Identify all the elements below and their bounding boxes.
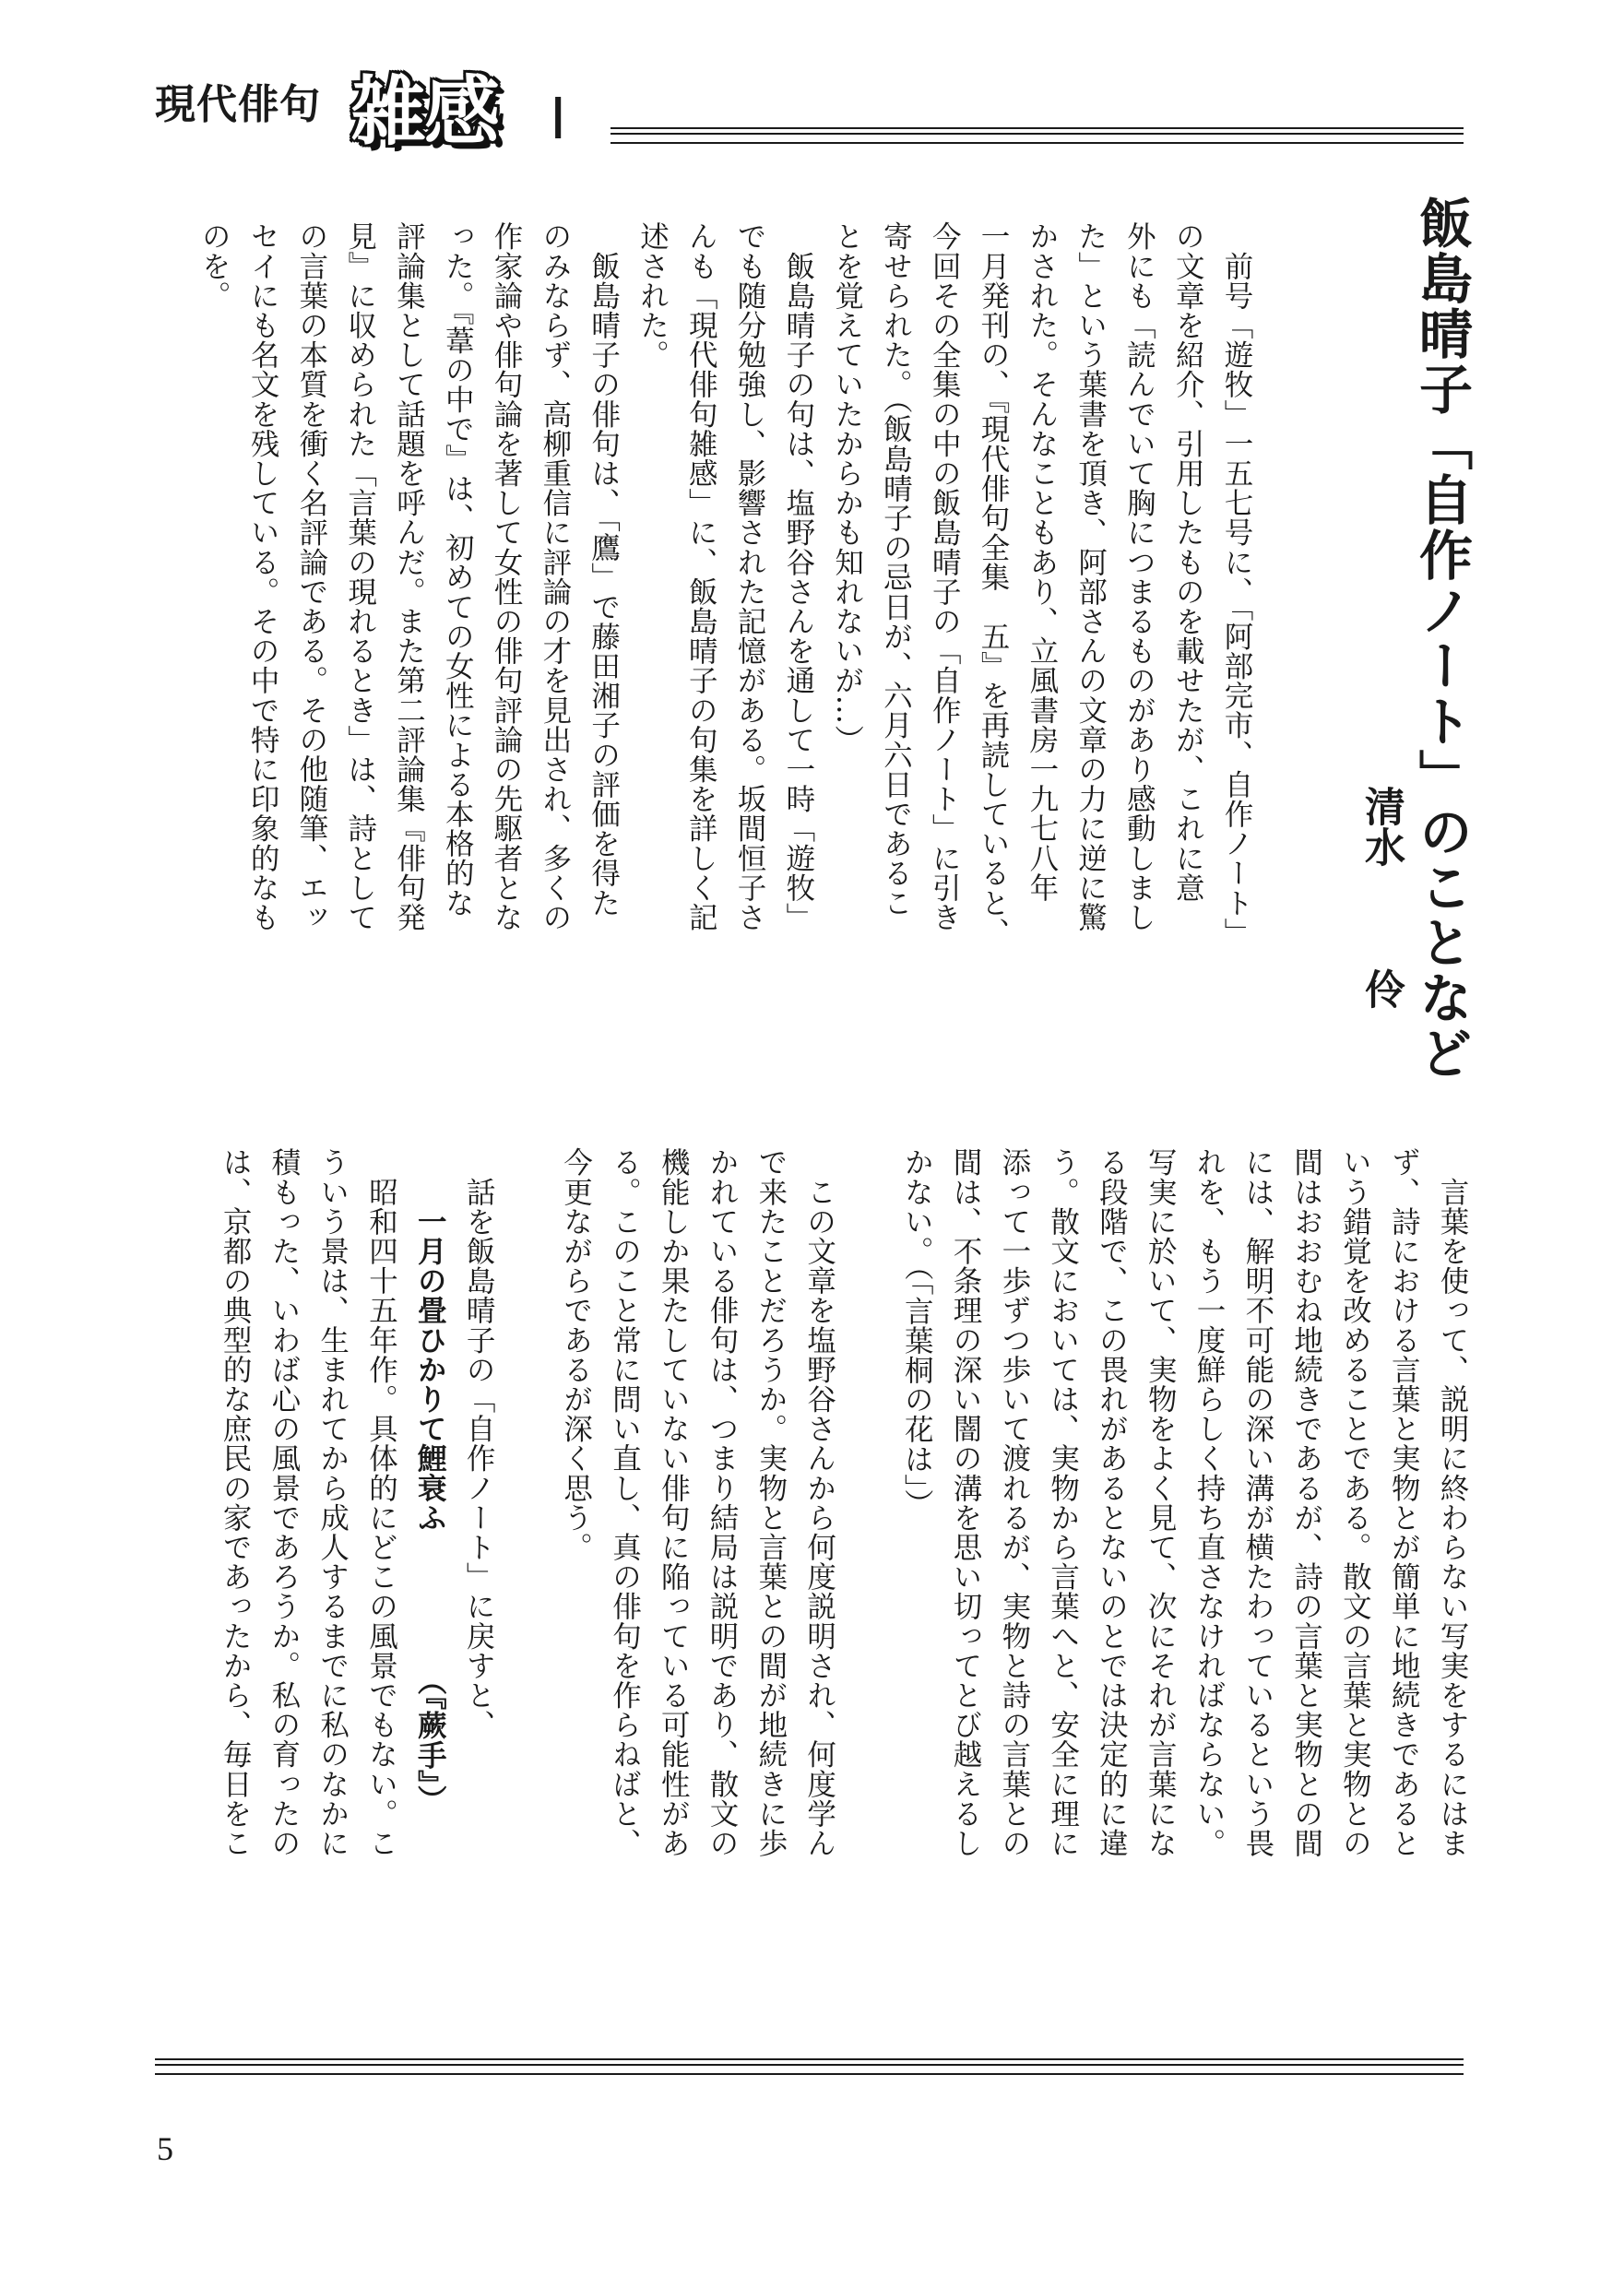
text-line: 寄せられた。（飯島晴子の忌日が、六月六日であるこ [879,221,913,918]
text-line: 一月発刊の、『現代俳句全集 五』を再読していると、 [977,221,1011,947]
series-volume-numeral: Ⅰ [550,89,567,151]
text-line: 今更ながらであるが深く思う。 [559,1147,593,1562]
text-line: のを。 [197,221,231,311]
quote-line: 写実に於いて、実物をよく見て、次にそれが言葉にな [1144,1147,1178,1858]
text-line: 述された。 [635,221,670,370]
quote-line: れを、もう一度鮮らしく持ち直さなければならない。 [1192,1147,1227,1858]
author-family-name: 清水 [1357,786,1405,867]
body-lower-block [210,1147,1476,2033]
text-line: 昭和四十五年作。具体的にどこの風景でもない。こ [364,1147,398,1858]
series-label: 現代俳句 [155,81,321,128]
quote-line: ず、詩における言葉と実物とが簡単に地続きであると [1387,1147,1421,1858]
series-title-logo: 雑感 [350,68,499,156]
quote-line: 添って一歩ずつ歩いて渡れるが、実物と詩の言葉との [997,1147,1031,1858]
text-line: で来たことだろうか。実物と言葉との間が地続きに歩 [753,1147,788,1858]
text-line: セイにも名文を残している。その中で特に印象的なも [246,221,280,932]
text-line: この文章を塩野谷さんから何度説明され、何度学ん [802,1147,836,1858]
text-line: 見』に収められた「言葉の現れるとき」は、詩として [343,221,377,932]
author-given-name: 伶 [1357,968,1405,1009]
text-line: る。このこと常に問い直し、真の俳句を作らねばと、 [608,1147,642,1858]
quote-line: 言葉を使って、説明に終わらない写実をするにはま [1436,1147,1469,1858]
quote-line: う。散文においては、実物から言葉へと、安全に理に [1046,1147,1080,1858]
text-line: た」という葉書を頂き、阿部さんの文章の力に逆に驚 [1073,221,1108,932]
text-line: かれている俳句は、つまり結局は説明であり、散文の [705,1147,740,1858]
text-line: った。『葦の中で』は、初めての女性による本格的な [441,221,475,918]
text-line: でも随分勉強し、影響された記憶がある。坂間恒子さ [733,221,767,932]
footer-rule [155,2058,1464,2075]
text-line: 話を飯島晴子の「自作ノート」に戻すと、 [462,1147,496,1739]
text-line: 作家論や俳句論を著して女性の俳句評論の先駆者とな [490,221,524,932]
text-line: 飯島晴子の俳句は、「鷹」で藤田湘子の評価を得た [587,221,621,918]
blank-line [844,1147,893,2033]
header-rule [610,127,1464,144]
text-line: の文章を紹介、引用したものを載せたが、これに意 [1171,221,1205,903]
body-upper-block [189,221,1261,1107]
text-line: は、京都の典型的な庶民の家であったから、毎日をこ [219,1147,253,1858]
text-line: 今回その全集の中の飯島晴子の「自作ノート」に引き [928,221,962,932]
text-line: かされた。そんなこともあり、立風書房一九七八年 [1025,221,1059,903]
article-author [1355,786,1406,1062]
quote-line: 間は、不条理の深い闇の溝を思い切ってとび越えるし [949,1147,983,1858]
article-title: 飯島晴子「自作ノート」のことなど [1410,196,1473,1081]
text-line: ういう景は、生まれてから成人するまでに私のなかに [315,1147,350,1858]
blank-line [503,1147,551,2033]
text-line: 前号「遊牧」一五七号に、「阿部完市、自作ノート」 [1220,221,1253,947]
text-line: とを覚えていたからかも知れないが…） [830,221,864,754]
text-line: のみならず、高柳重信に評論の才を見出され、多くの [538,221,572,932]
quote-line: いう錯覚を改めることである。散文の言葉と実物との [1338,1147,1372,1858]
quote-line: 間はおおむね地続きであるが、詩の言葉と実物との間 [1289,1147,1323,1858]
text-line: 機能しか果たしていない俳句に陥っている可能性があ [657,1147,691,1858]
quote-line: る段階で、この畏れがあるとないのとでは決定的に違 [1095,1147,1129,1858]
text-line: 評論集として話題を呼んだ。また第二評論集『俳句発 [392,221,426,932]
text-line: 積もった、いわば心の風景であろうか。私の育ったの [267,1147,301,1858]
text-line: 飯島晴子の句は、塩野谷さんを通して一時「遊牧」 [781,221,815,932]
quote-line: には、解明不可能の深い溝が横たわっているという畏 [1240,1147,1274,1858]
text-line: の言葉の本質を衝く名評論である。その他随筆、エッ [294,221,328,932]
haiku-line: 一月の畳ひかりて鯉衰ふ （『蕨手』） [413,1147,448,1815]
quote-line: かない。（「言葉桐の花は」） [900,1147,934,1519]
text-line: 外にも「読んでいて胸につまるものがあり感動しまし [1122,221,1156,932]
text-line: んも「現代俳句雑感」に、飯島晴子の句集を詳しく記 [684,221,718,932]
page-number: 5 [157,2130,173,2167]
